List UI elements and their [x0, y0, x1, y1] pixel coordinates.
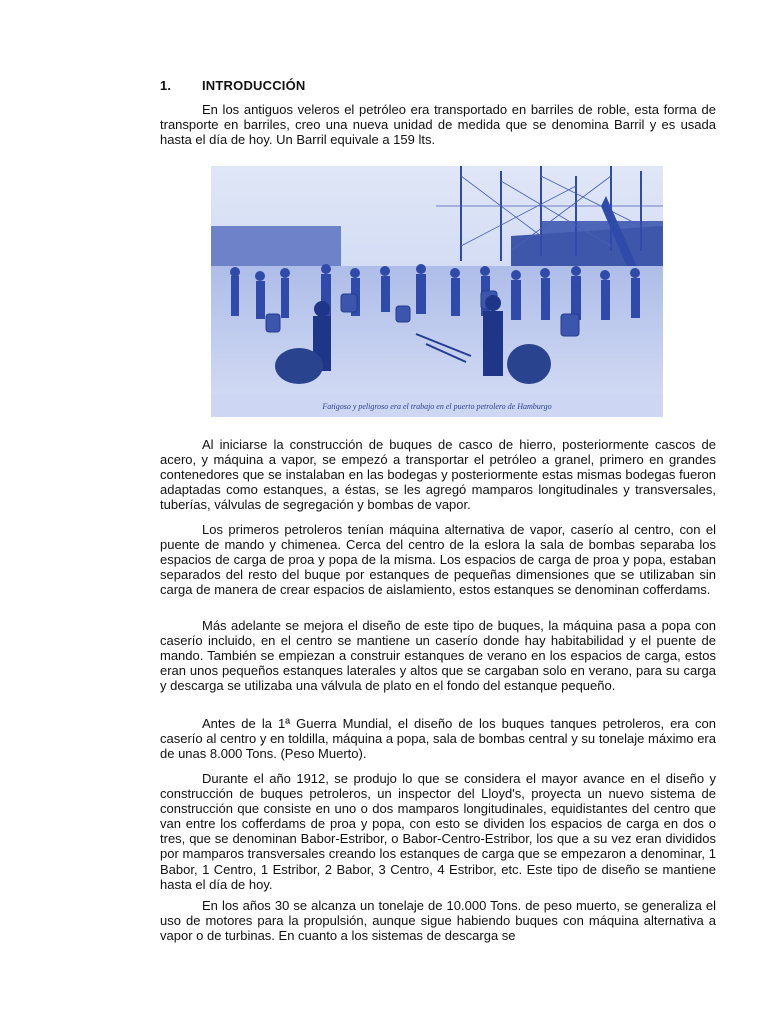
paragraph-2: Al iniciarse la construcción de buques de casco de hierro, posteriormente cascos de acero, y máquina a vapor, se empezó a transportar el petróleo a granel, primero en grandes contenedores que se instalaban en las bodegas y posteriormente estas mismas bodegas fueron adaptadas como estanques, a éstas, se les agregó mamparos longitudinales y transversales, tuberías, válvulas de segregación y bombas de vapor.	[160, 437, 716, 513]
paragraph-5: Antes de la 1ª Guerra Mundial, el diseño de los buques tanques petroleros, era con caserío al centro y en toldilla, máquina a popa, sala de bombas central y su tonelaje máximo era de unas 8.000 Tons. (Peso Muerto).	[160, 716, 716, 762]
paragraph-6: Durante el año 1912, se produjo lo que se considera el mayor avance en el diseño y construcción de buques petroleros, un inspector del Lloyd's, proyecta un nuevo sistema de construcción que consiste en uno o dos mamparos longitudinales, equidistantes del centro que van entre los cofferdams de proa y popa, con esto se dividen los espacios de carga en dos o tres, que se denominan Babor-Estribor, o Babor-Centro-Estribor, los que a su vez eran divididos por mamparos transversales creando los estanques de carga que se empezaron a denominar, 1 Babor, 1 Centro, 1 Estribor, 2 Babor, 3 Centro, 4 Estribor, etc. Este tipo de diseño se mantiene hasta el día de hoy.	[160, 771, 716, 892]
paragraph-4: Más adelante se mejora el diseño de este tipo de buques, la máquina pasa a popa con caserío incluido, en el centro se mantiene un caserío donde hay habitabilidad y el puente de mando. También se empiezan a construir estanques de verano en los espacios de carga, estos eran unos pequeños estanques laterales y altos que se cargaban solo en verano, para su carga y descarga se utilizaba una válvula de plato en el fondo del estanque pequeño.	[160, 618, 716, 694]
harbor-photo	[211, 166, 663, 417]
section-title: INTRODUCCIÓN	[202, 78, 306, 93]
paragraph-7: En los años 30 se alcanza un tonelaje de 10.000 Tons. de peso muerto, se generaliza el uso de motores para la propulsión, aunque sigue habiendo buques con máquina alternativa a vapor o de turbinas. En cuanto a los sistemas de descarga se	[160, 898, 716, 944]
section-heading	[160, 78, 306, 93]
section-number: 1.	[160, 78, 172, 93]
paragraph-3: Los primeros petroleros tenían máquina alternativa de vapor, caserío al centro, con el puente de mando y chimenea. Cerca del centro de la eslora la sala de bombas separaba los espacios de carga de proa y popa de la misma. Los espacios de carga de proa y popa, estaban separados del resto del buque por estanques de pequeñas dimensiones que se utilizaban sin carga de manera de crear espacios de aislamiento, estos estanques se denominan cofferdams.	[160, 522, 716, 598]
harbor-illustration	[211, 166, 663, 417]
paragraph-1: En los antiguos veleros el petróleo era transportado en barriles de roble, esta forma de transporte en barriles, creo una nueva unidad de medida que se denomina Barril y es usada hasta el día de hoy. Un Barril equivale a 159 lts.	[160, 102, 716, 148]
photo-caption: Fatigoso y peligroso era el trabajo en el puerto petrolero de Hamburgo	[322, 402, 552, 411]
